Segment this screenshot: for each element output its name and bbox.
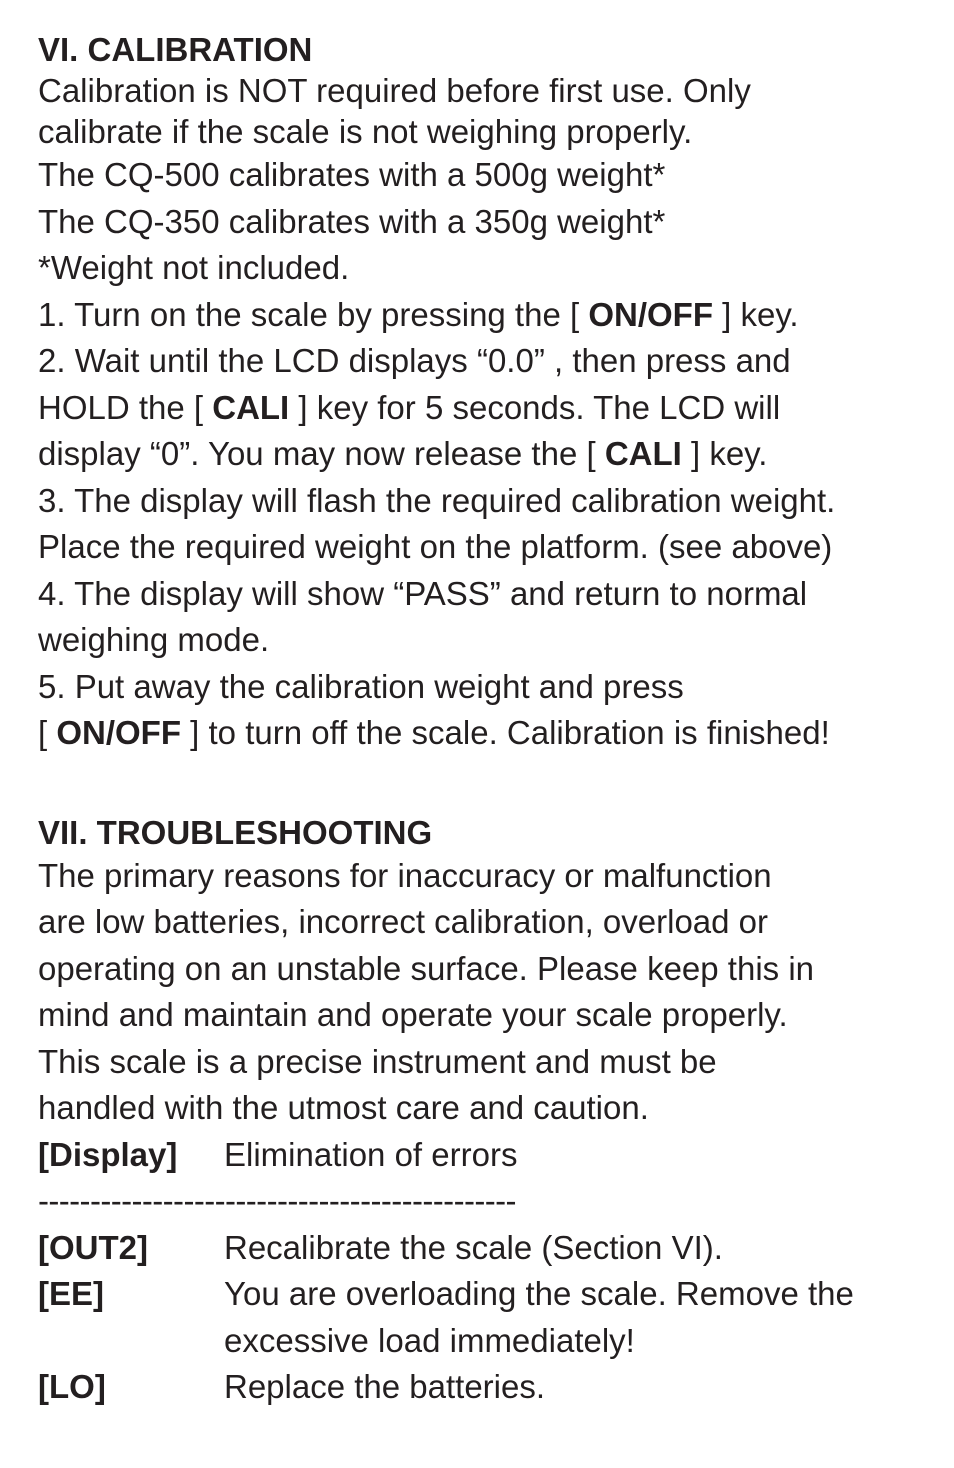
step-2-text-b: ] key for 5 seconds. The LCD will — [289, 388, 781, 426]
error-code-out2: [OUT2] — [38, 1228, 148, 1266]
step-2-line-3 — [38, 431, 938, 478]
step-2-text-c: display “0”. You may now release the [ — [38, 435, 605, 472]
step-2-line-2 — [38, 385, 938, 432]
error-desc-line: Recalibrate the scale (Section VI). — [224, 1228, 723, 1266]
error-table-divider: ---------------------------------------------- — [38, 1182, 516, 1219]
step-2-text-d: ] key. — [681, 435, 768, 472]
calibration-intro-line-1: Calibration is NOT required before first use. Only — [38, 72, 751, 109]
weight-not-included-note: *Weight not included. — [38, 249, 350, 286]
error-desc-line: Replace the batteries. — [224, 1368, 546, 1405]
step-1 — [38, 292, 938, 339]
error-table-header-display: [Display] — [38, 1135, 178, 1173]
troubleshooting-heading: VII. TROUBLESHOOTING — [38, 813, 433, 851]
troubleshooting-para-line: mind and maintain and operate your scale properly. — [38, 996, 788, 1033]
error-desc-ee — [224, 1271, 938, 1364]
troubleshooting-para-line: The primary reasons for inaccuracy or malfunction — [38, 856, 772, 894]
step-1-key-on-off: ON/OFF — [588, 295, 713, 333]
calibration-heading: VI. CALIBRATION — [38, 31, 313, 68]
troubleshooting-para-line: This scale is a precise instrument and must be — [38, 1042, 717, 1080]
step-2-text-a: HOLD the [ — [38, 388, 213, 426]
step-4-line-1: 4. The display will show “PASS” and return to normal — [38, 574, 808, 612]
error-table-row — [38, 1364, 938, 1411]
error-desc-lo — [224, 1364, 938, 1411]
step-5-line-2 — [38, 710, 938, 757]
calibration-intro-line-2: calibrate if the scale is not weighing properly. — [38, 113, 693, 150]
troubleshooting-para-line: handled with the utmost care and caution. — [38, 1089, 649, 1126]
step-2-key-cali-release: CALI — [604, 435, 682, 472]
troubleshooting-para-line: are low batteries, incorrect calibration, overload or — [38, 903, 769, 940]
cq350-weight-note: The CQ-350 calibrates with a 350g weight* — [38, 202, 666, 240]
step-1-text-a: 1. Turn on the scale by pressing the [ — [38, 295, 589, 333]
error-table-row — [38, 1225, 938, 1272]
step-3-line-2: Place the required weight on the platform. (see above) — [38, 528, 833, 565]
step-2-line-1: 2. Wait until the LCD displays “0.0” , then press and — [38, 342, 791, 379]
error-desc-line: excessive load immediately! — [224, 1321, 635, 1359]
step-3-line-1: 3. The display will flash the required calibration weight. — [38, 481, 836, 519]
step-1-text-b: ] key. — [712, 295, 799, 333]
step-5-text-b: ] to turn off the scale. Calibration is finished! — [181, 714, 830, 751]
error-table-header — [38, 1132, 938, 1179]
cq500-weight-note: The CQ-500 calibrates with a 500g weight* — [38, 156, 666, 193]
troubleshooting-para-line: operating on an unstable surface. Please keep this in — [38, 949, 815, 987]
step-5-line-1: 5. Put away the calibration weight and press — [38, 667, 684, 705]
calibration-section — [38, 30, 938, 757]
step-5-text-a: [ — [38, 714, 57, 751]
troubleshooting-section — [38, 813, 938, 1411]
error-desc-out2 — [224, 1225, 938, 1272]
error-table-header-elimination: Elimination of errors — [224, 1135, 518, 1173]
section-spacer — [38, 757, 938, 813]
manual-page — [38, 30, 938, 1411]
step-4-line-2: weighing mode. — [38, 621, 270, 658]
error-code-ee: [EE] — [38, 1275, 104, 1312]
error-table-row — [38, 1271, 938, 1364]
step-5-key-on-off: ON/OFF — [56, 714, 181, 751]
step-2-key-cali: CALI — [212, 388, 290, 426]
error-code-lo: [LO] — [38, 1368, 106, 1405]
error-desc-line: You are overloading the scale. Remove the — [224, 1275, 854, 1312]
